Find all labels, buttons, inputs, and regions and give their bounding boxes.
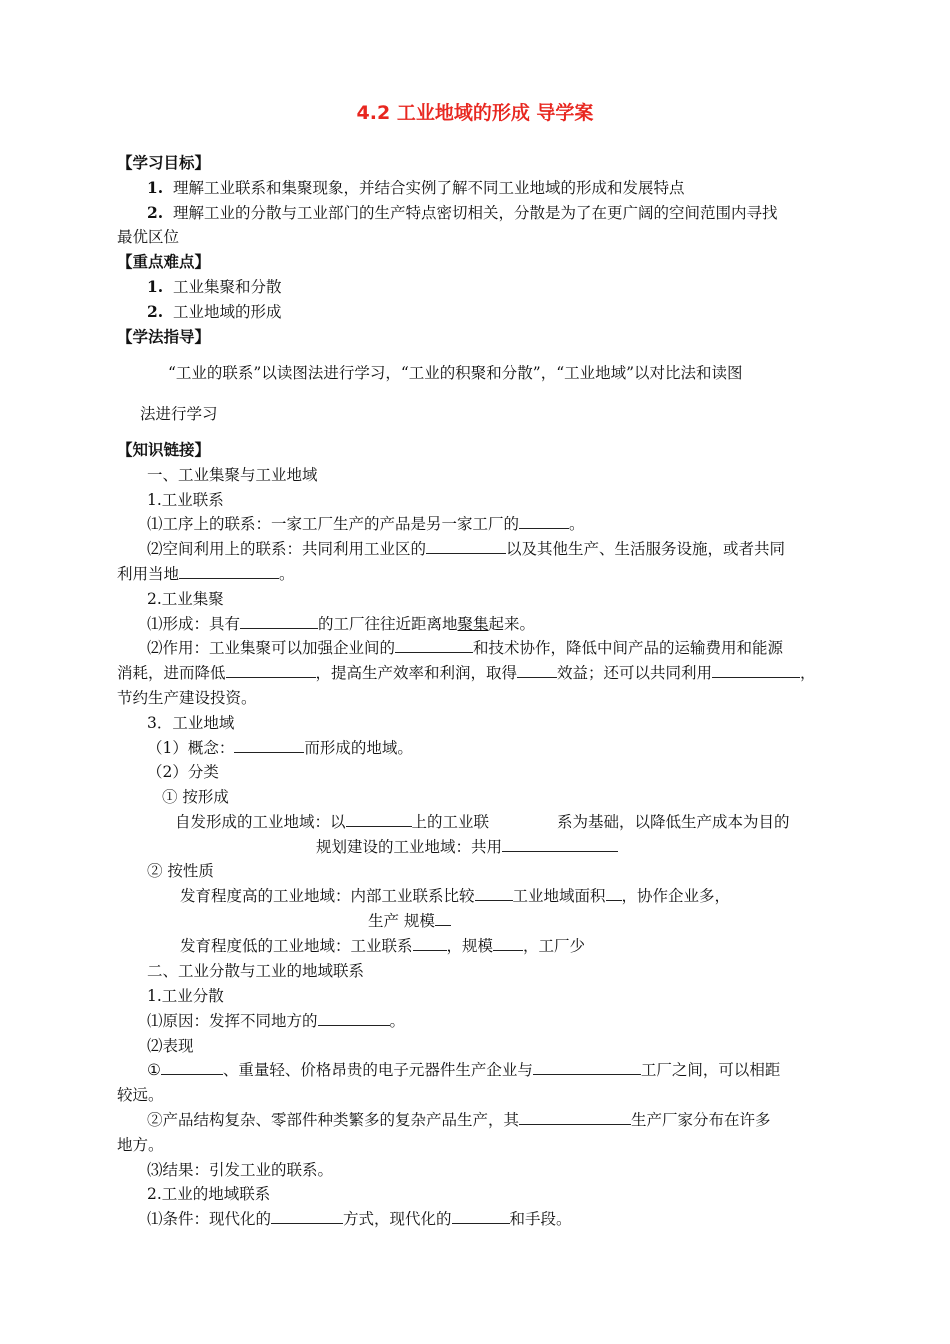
text: 工业地域面积	[512, 887, 606, 905]
page-title: 4.2 工业地域的形成 导学案	[356, 102, 594, 124]
text: 规划建设的工业地域：共用	[316, 838, 503, 856]
answer-blank[interactable]	[413, 936, 447, 951]
text: 上的工业联	[411, 813, 490, 831]
text: 发育程度高的工业地域：内部工业联系比较	[180, 887, 475, 905]
answer-blank[interactable]	[234, 738, 304, 753]
answer-blank[interactable]	[502, 837, 618, 852]
goal-text: 理解工业的分散与工业部门的生产特点密切相关，分散是为了在更广阔的空间范围内寻找	[173, 204, 778, 222]
answer-blank[interactable]	[533, 1060, 641, 1075]
goal-item-2	[147, 203, 778, 223]
electronics-line	[147, 1060, 780, 1080]
high-development-line-2	[368, 911, 451, 931]
text: ，提高生产效率和利润，取得	[315, 664, 518, 682]
answer-blank[interactable]	[426, 539, 506, 554]
goal-text: 理解工业联系和集聚现象，并结合实例了解不同工业地域的形成和发展特点	[173, 179, 685, 197]
space-link-line-2	[117, 564, 295, 584]
text: 利用当地	[117, 565, 180, 583]
text: 和手段。	[509, 1210, 572, 1228]
answer-blank[interactable]	[452, 1209, 510, 1224]
goal-number: 2.	[147, 203, 164, 222]
text: 。	[279, 565, 295, 583]
text: ⑴形成：具有	[147, 615, 241, 633]
section-two-title: 二、工业分散与工业的地域联系	[147, 962, 365, 980]
effect-line-3: 节约生产建设投资。	[117, 689, 257, 707]
performance-line: ⑵表现	[147, 1037, 194, 1055]
electronics-line-2: 较远。	[117, 1086, 164, 1104]
by-formation-line: ① 按形成	[162, 788, 229, 806]
answer-blank[interactable]	[435, 911, 451, 926]
subsection-agglomeration: 2.工业集聚	[147, 590, 224, 608]
subsection-dispersion: 1.工业分散	[147, 987, 224, 1005]
answer-blank[interactable]	[493, 936, 523, 951]
formation-line	[147, 614, 535, 634]
answer-blank[interactable]	[712, 663, 800, 678]
concept-line	[147, 738, 413, 758]
space-link-line	[147, 539, 785, 559]
planned-region-line	[316, 837, 618, 857]
answer-blank[interactable]	[161, 1060, 223, 1075]
condition-line	[147, 1209, 572, 1229]
text: ⑴工序上的联系：一家工厂生产的产品是另一家工厂的	[147, 515, 520, 533]
text: ，规模	[446, 937, 494, 955]
spontaneous-region-line	[175, 812, 790, 832]
answer-blank[interactable]	[519, 1110, 631, 1125]
text: 。	[389, 1012, 406, 1030]
heading-study-method: 【学法指导】	[117, 328, 211, 346]
answer-blank[interactable]	[318, 1011, 390, 1026]
key-text: 工业地域的形成	[173, 303, 282, 321]
text: 消耗，进而降低	[117, 664, 226, 682]
answer-blank[interactable]	[517, 663, 557, 678]
text: 生产厂家分布在许多	[631, 1111, 771, 1129]
result-line: ⑶结果：引发工业的联系。	[147, 1161, 334, 1179]
answer-blank[interactable]	[519, 514, 569, 529]
text: ⑵空间利用上的联系：共同利用工业区的	[147, 540, 427, 558]
text: 发育程度低的工业地域：工业联系	[180, 937, 413, 955]
heading-knowledge-link: 【知识链接】	[117, 441, 211, 459]
effect-line	[147, 638, 783, 658]
subsection-regional-links: 2.工业的地域联系	[147, 1185, 271, 1203]
reason-line	[147, 1011, 405, 1031]
goal-item-1	[147, 178, 685, 198]
answer-blank[interactable]	[226, 663, 316, 678]
text: 工厂之间，可以相距	[640, 1061, 781, 1079]
text: 、重量轻、价格昂贵的电子元器件生产企业与	[222, 1061, 533, 1079]
text: ⑴原因：发挥不同地方的	[147, 1012, 318, 1030]
answer-blank[interactable]	[346, 812, 412, 827]
method-line-2: 法进行学习	[140, 405, 218, 423]
answer-blank[interactable]	[395, 638, 473, 653]
answer-blank[interactable]	[606, 886, 622, 901]
answer-blank[interactable]	[475, 886, 513, 901]
text: ，工厂少	[523, 937, 586, 955]
classification-line: （2）分类	[147, 763, 219, 781]
subsection-industrial-region: 3．工业地域	[147, 714, 235, 732]
key-text: 工业集聚和分散	[173, 278, 282, 296]
text: 和技术协作，降低中间产品的运输费用和能源	[473, 639, 784, 657]
complex-product-line-2: 地方。	[117, 1136, 164, 1154]
process-link-line	[147, 514, 585, 534]
text: ①	[147, 1061, 161, 1079]
text: 系为基础，以降低生产成本为目的	[557, 813, 790, 831]
underlined-text: 聚集	[457, 615, 489, 633]
text: ，	[800, 664, 816, 682]
text: 而形成的地域。	[304, 739, 413, 757]
text: 生产 规模	[368, 912, 435, 930]
goal-number: 1.	[147, 178, 164, 197]
text: ，协作企业多，	[621, 887, 731, 905]
answer-blank[interactable]	[240, 614, 318, 629]
high-development-line	[180, 886, 730, 906]
effect-line-2	[117, 663, 816, 683]
text: 。	[569, 515, 585, 533]
goal-item-2-continued: 最优区位	[117, 228, 180, 246]
text: 起来。	[488, 615, 536, 633]
by-nature-line: ② 按性质	[147, 862, 214, 880]
text: 的工厂往往近距离地	[318, 615, 458, 633]
heading-key-points: 【重点难点】	[117, 253, 211, 271]
subsection-industrial-links: 1.工业联系	[147, 491, 224, 509]
heading-learning-goals: 【学习目标】	[117, 154, 211, 172]
text: 以及其他生产、生活服务设施，或者共同	[506, 540, 786, 558]
text: 方式，现代化的	[343, 1210, 452, 1228]
key-number: 1.	[147, 277, 164, 296]
low-development-line	[180, 936, 585, 956]
text: 效益；还可以共同利用	[557, 664, 713, 682]
key-item-1	[147, 277, 282, 297]
method-line-1: “工业的联系”以读图法进行学习，“工业的积聚和分散”，“工业地域”以对比法和读图	[168, 364, 743, 382]
complex-product-line	[147, 1110, 771, 1130]
text: （1）概念：	[147, 739, 235, 757]
text: ⑵作用：工业集聚可以加强企业间的	[147, 639, 396, 657]
text: 自发形成的工业地域：以	[175, 813, 346, 831]
key-item-2	[147, 302, 282, 322]
key-number: 2.	[147, 302, 164, 321]
section-one-title: 一、工业集聚与工业地域	[147, 466, 318, 484]
text: ⑴条件：现代化的	[147, 1210, 272, 1228]
text: ②产品结构复杂、零部件种类繁多的复杂产品生产，其	[147, 1111, 520, 1129]
answer-blank[interactable]	[179, 564, 279, 579]
answer-blank[interactable]	[271, 1209, 343, 1224]
